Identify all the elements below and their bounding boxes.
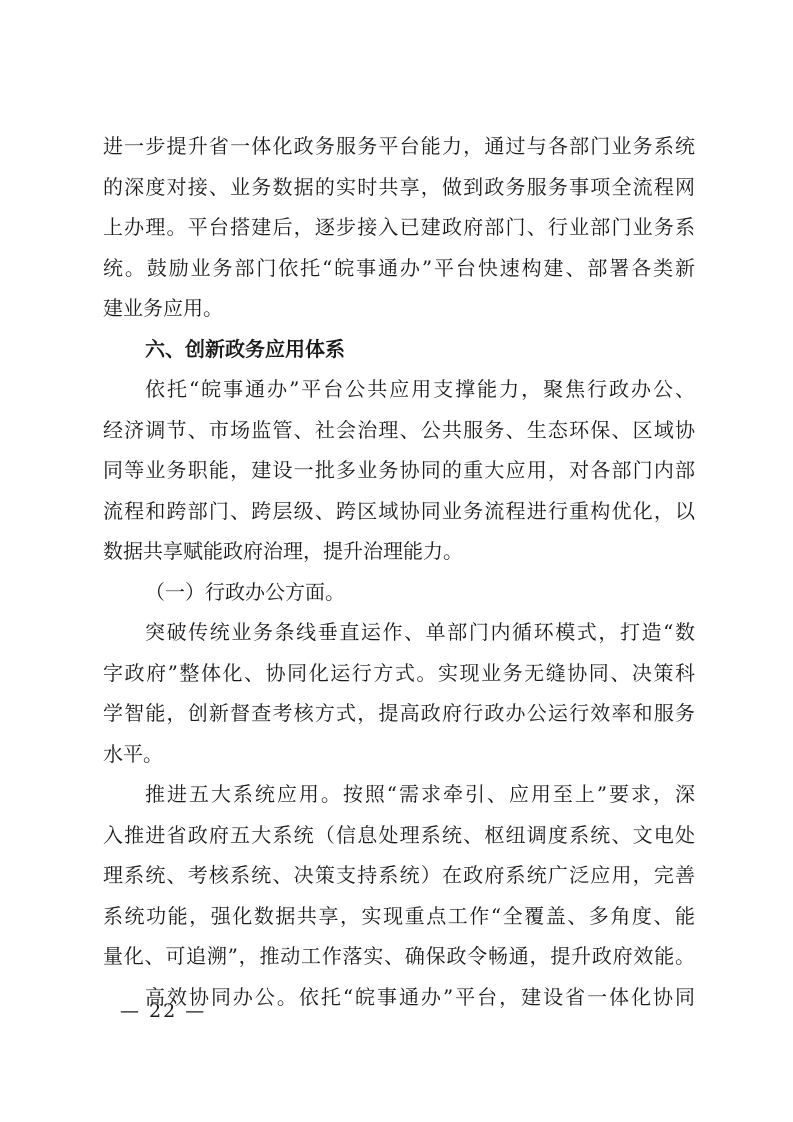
text-line: 流程和跨部门、跨层级、跨区域协同业务流程进行重构优化，以 bbox=[103, 498, 695, 523]
text-line: 理系统、考核系统、决策支持系统）在政府系统广泛应用，完善 bbox=[103, 863, 695, 887]
text-line: 数据共享赋能政府治理，提升治理能力。 bbox=[103, 539, 463, 563]
section-heading: 六、创新政务应用体系 bbox=[145, 336, 345, 361]
text-line: 经济调节、市场监管、社会治理、公共服务、生态环保、区域协 bbox=[103, 417, 695, 442]
text-line: 建业务应用。 bbox=[103, 296, 223, 320]
page-number: — 22 — bbox=[120, 1000, 207, 1022]
text-line: 上办理。平台搭建后，逐步接入已建政府部门、行业部门业务系 bbox=[103, 215, 695, 239]
text-line: 突破传统业务条线垂直运作、单部门内循环模式，打造“数 bbox=[145, 620, 695, 644]
text-line: 的深度对接、业务数据的实时共享，做到政务服务事项全流程网 bbox=[103, 174, 695, 199]
text-line: 依托“皖事通办”平台公共应用支撑能力，聚焦行政办公、 bbox=[145, 377, 695, 401]
text-line: 同等业务职能，建设一批多业务协同的重大应用，对各部门内部 bbox=[103, 458, 695, 482]
subsection-heading: （一）行政办公方面。 bbox=[145, 579, 345, 604]
text-line: 学智能，创新督查考核方式，提高政府行政办公运行效率和服务 bbox=[103, 701, 695, 725]
text-line: 系统功能，强化数据共享，实现重点工作“全覆盖、多角度、能 bbox=[103, 903, 695, 928]
text-line: 字政府”整体化、协同化运行方式。实现业务无缝协同、决策科 bbox=[103, 660, 695, 685]
text-line: 进一步提升省一体化政务服务平台能力，通过与各部门业务系统 bbox=[103, 134, 695, 158]
text-line: 推进五大系统应用。按照“需求牵引、应用至上”要求，深 bbox=[145, 782, 695, 806]
text-line: 统。鼓励业务部门依托“皖事通办”平台快速构建、部署各类新 bbox=[103, 255, 695, 280]
text-line: 高效协同办公。依托“皖事通办”平台，建设省一体化协同 bbox=[145, 984, 695, 1009]
text-line: 量化、可追溯”，推动工作落实、确保政令畅通，提升政府效能。 bbox=[103, 944, 695, 968]
text-line: 入推进省政府五大系统（信息处理系统、枢纽调度系统、文电处 bbox=[103, 822, 695, 847]
body-text bbox=[103, 126, 695, 1017]
text-line: 水平。 bbox=[103, 741, 163, 766]
